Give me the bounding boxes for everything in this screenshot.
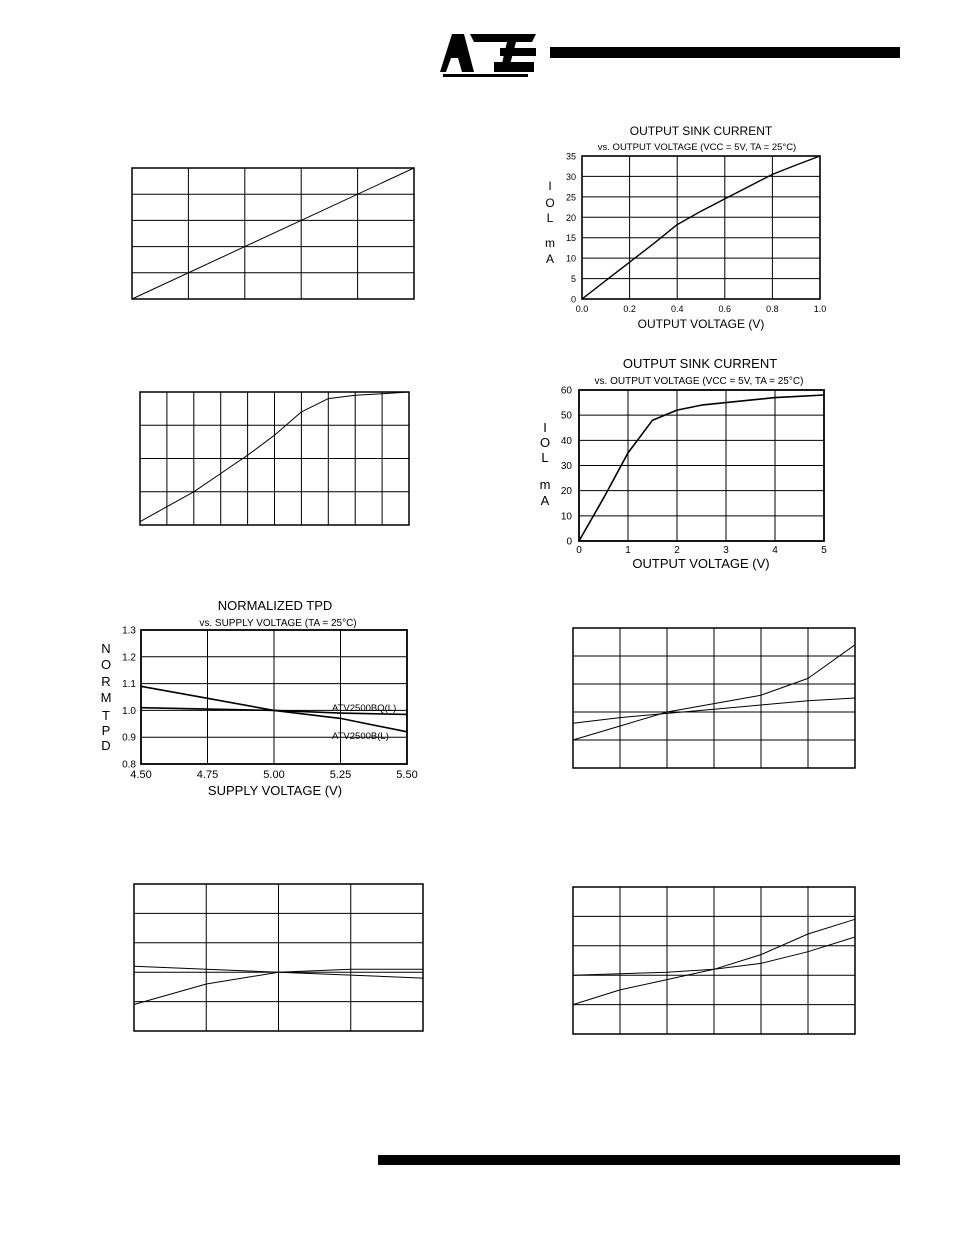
y-tick-label: 1.2	[122, 652, 136, 664]
y-axis-label-char: T	[102, 708, 110, 723]
x-tick-label: 3	[723, 545, 729, 556]
y-axis-label-char: A	[540, 493, 550, 508]
chart-bottom-right	[573, 887, 855, 1034]
chart-bottom-left	[134, 884, 423, 1031]
y-axis-label-char: R	[101, 674, 111, 689]
y-tick-label: 1.0	[122, 705, 136, 717]
tpd-subtitle: vs. SUPPLY VOLTAGE (TA = 25°C)	[199, 618, 357, 629]
x-tick-label: 0.4	[670, 304, 684, 314]
y-tick-label: 10	[565, 253, 576, 264]
sink1-ylabel	[545, 179, 555, 266]
chart-normalized-tpd	[101, 598, 418, 798]
sink1-title: OUTPUT SINK CURRENT	[629, 124, 773, 138]
tpd-ylabel	[101, 641, 112, 753]
y-axis-label-char: L	[546, 211, 554, 225]
x-tick-label: 0.8	[766, 304, 779, 314]
sink1-xlabel: OUTPUT VOLTAGE (V)	[637, 317, 765, 331]
y-tick-label: 20	[560, 486, 572, 498]
sink2-subtitle: vs. OUTPUT VOLTAGE (VCC = 5V, TA = 25°C)	[594, 376, 804, 387]
x-tick-label: 2	[674, 545, 680, 556]
y-axis-label-char: I	[543, 420, 547, 435]
tpd-annotation-bq: ATV2500BQ(L)	[332, 703, 397, 714]
y-axis-label-char: m	[545, 236, 555, 250]
tpd-annotation-b: ATV2500B(L)	[332, 731, 389, 742]
y-tick-label: 25	[565, 192, 576, 203]
header-rule	[550, 47, 900, 58]
footer-rule	[378, 1155, 900, 1165]
x-tick-label: 0	[576, 545, 582, 556]
y-tick-label: 5	[570, 274, 576, 285]
x-tick-label: 5.25	[329, 769, 352, 781]
x-tick-label: 5.00	[263, 769, 285, 781]
series-line-1	[579, 395, 824, 541]
y-axis-label-char: O	[539, 435, 551, 450]
y-tick-label: 35	[565, 151, 576, 162]
tpd-xlabel: SUPPLY VOLTAGE (V)	[207, 783, 343, 798]
y-axis-label-char: D	[101, 738, 111, 753]
sink2-title: OUTPUT SINK CURRENT	[622, 356, 778, 371]
x-tick-label: 1.0	[813, 304, 827, 314]
y-tick-label: 1.1	[122, 679, 136, 691]
series-line-1	[132, 168, 414, 299]
y-tick-label: 10	[560, 511, 572, 523]
y-tick-label: 0	[570, 294, 576, 305]
series-line-1	[582, 156, 820, 299]
y-axis-label-char: N	[101, 641, 111, 656]
y-tick-label: 15	[565, 233, 576, 244]
x-tick-label: 4.75	[196, 769, 219, 781]
chart-top-left	[132, 168, 414, 299]
x-tick-label: 0.0	[575, 304, 589, 314]
y-tick-label: 0.9	[122, 732, 136, 744]
y-tick-label: 0	[566, 536, 572, 548]
y-tick-label: 40	[560, 435, 572, 447]
chart-output-sink-current-2	[540, 356, 828, 571]
tpd-title: NORMALIZED TPD	[217, 598, 333, 613]
chart-mid-left	[140, 392, 409, 525]
x-tick-label: 0.6	[718, 304, 732, 314]
chart-output-sink-current-1	[545, 124, 826, 331]
y-tick-label: 20	[565, 212, 576, 223]
sink1-subtitle: vs. OUTPUT VOLTAGE (VCC = 5V, TA = 25°C)	[597, 142, 797, 153]
x-tick-label: 0.2	[623, 304, 636, 314]
y-tick-label: 30	[560, 461, 572, 472]
y-axis-label-char: I	[548, 179, 552, 193]
y-axis-label-char: L	[541, 450, 549, 465]
sink2-ylabel	[540, 420, 551, 508]
y-tick-label: 60	[560, 385, 572, 397]
sink2-xlabel: OUTPUT VOLTAGE (V)	[632, 556, 770, 571]
chart-mid-right	[573, 628, 855, 768]
y-axis-label-char: O	[100, 657, 112, 672]
atmel-logo	[440, 34, 536, 77]
plot-frame	[582, 156, 820, 299]
y-axis-label-char: P	[101, 723, 111, 738]
y-axis-label-char: O	[545, 196, 555, 210]
y-tick-label: 50	[560, 410, 572, 422]
y-tick-label: 0.8	[122, 759, 136, 771]
x-tick-label: 5	[821, 545, 827, 556]
y-axis-label-char: A	[545, 252, 555, 266]
y-tick-label: 30	[565, 171, 576, 182]
x-tick-label: 5.50	[396, 769, 418, 781]
y-tick-label: 1.3	[122, 625, 136, 637]
y-axis-label-char: M	[100, 690, 112, 705]
y-axis-label-char: m	[539, 477, 551, 492]
x-tick-label: 4.50	[130, 769, 152, 781]
x-tick-label: 4	[772, 545, 778, 556]
x-tick-label: 1	[625, 545, 631, 556]
